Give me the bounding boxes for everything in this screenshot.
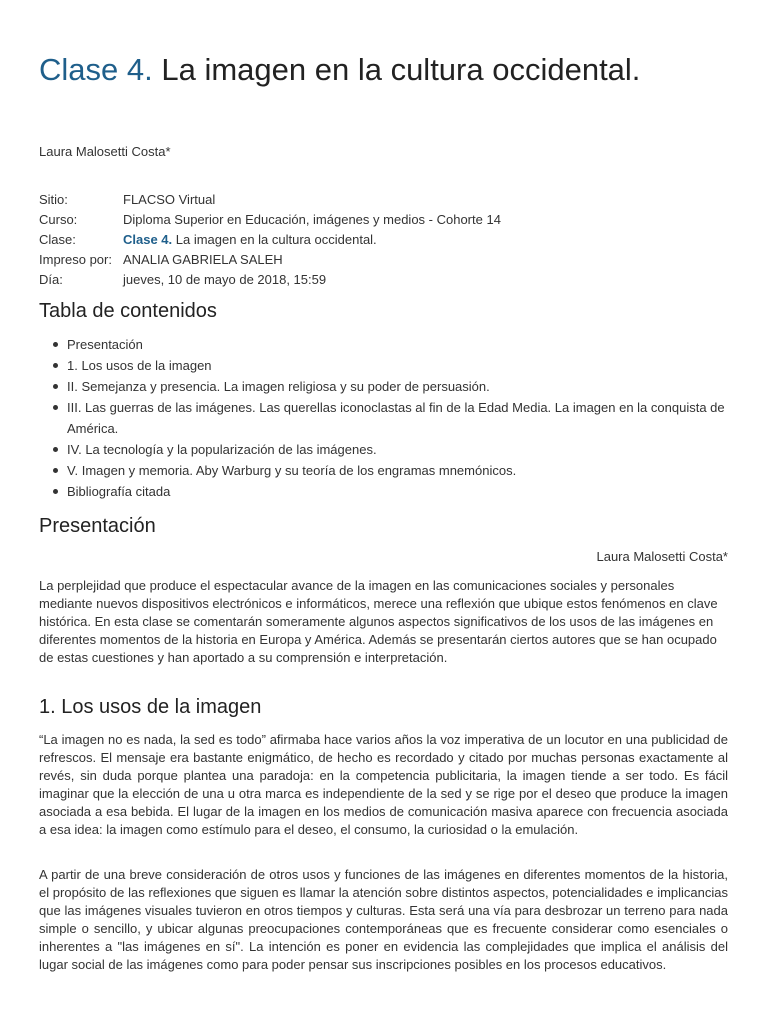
meta-row-date [37, 270, 503, 290]
meta-label: Día: [39, 272, 63, 287]
section-author: Laura Malosetti Costa* [596, 549, 728, 564]
title-class-number: Clase 4. [39, 52, 153, 87]
print-metadata-table [37, 190, 503, 290]
meta-label: Curso: [39, 212, 78, 227]
meta-class-title: La imagen en la cultura occidental. [172, 232, 377, 247]
meta-label: Clase: [39, 232, 76, 247]
meta-row-printed-by [37, 250, 503, 270]
toc-item[interactable]: II. Semejanza y presencia. La imagen religiosa y su poder de persuasión. [67, 376, 728, 397]
meta-value: Diploma Superior en Educación, imágenes y medios - Cohorte 14 [123, 212, 501, 227]
presentacion-paragraph: La perplejidad que produce el espectacular avance de la imagen en las comunicaciones sociales y personales mediante nuevos dispositivos electrónicos e informáticos, merece una reflexión que ubique estos fenómenos en clave histórica. En esta clase se comentarán someramente algunos aspectos significativos de los usos de las imágenes en diferentes momentos de la historia en Europa y América. Además se presentarán ciertos autores que se han ocupado de estas cuestiones y han aportado a su comprensión e interpretación. [39, 578, 718, 665]
meta-row-course [37, 210, 503, 230]
meta-row-class [37, 230, 503, 250]
toc-item[interactable]: 1. Los usos de la imagen [67, 355, 728, 376]
toc-item[interactable]: IV. La tecnología y la popularización de las imágenes. [67, 439, 728, 460]
meta-row-site [37, 190, 503, 210]
author-name: Laura Malosetti Costa* [39, 144, 171, 159]
toc-item[interactable]: Presentación [67, 334, 728, 355]
meta-class-number: Clase 4. [123, 232, 173, 247]
toc-heading: Tabla de contenidos [39, 300, 217, 322]
title-text: La imagen en la cultura occidental. [152, 52, 641, 87]
meta-value: ANALIA GABRIELA SALEH [123, 252, 283, 267]
toc-item[interactable]: III. Las guerras de las imágenes. Las querellas iconoclastas al fin de la Edad Media. La imagen en la conquista de América. [67, 397, 728, 439]
meta-value-class [121, 230, 503, 250]
meta-label: Sitio: [39, 192, 68, 207]
table-of-contents [39, 334, 728, 502]
usos-heading: 1. Los usos de la imagen [39, 696, 262, 718]
page-title [39, 50, 728, 90]
meta-value: FLACSO Virtual [123, 192, 216, 207]
usos-paragraph-1: “La imagen no es nada, la sed es todo” afirmaba hace varios años la voz imperativa de un locutor en una publicidad de refrescos. El mensaje era bastante enigmático, de hecho es recordado y citado por muchas personas exactamente al revés, sin duda porque plantea una paradoja: en la competencia publicitaria, la imagen tiende a ser todo. Es fácil imaginar que la elección de una u otra marca es independiente de la sed y se rige por el deseo que produce la imagen asociada a esa bebida. El lugar de la imagen en los medios de comunicación masiva aparece con frecuencia asociada a esa idea: la imagen como estímulo para el deseo, el consumo, la curiosidad o la emulación. [39, 732, 728, 837]
presentacion-heading: Presentación [39, 515, 156, 537]
toc-item[interactable]: Bibliografía citada [67, 481, 728, 502]
toc-item[interactable]: V. Imagen y memoria. Aby Warburg y su teoría de los engramas mnemónicos. [67, 460, 728, 481]
meta-label: Impreso por: [39, 252, 112, 267]
meta-value: jueves, 10 de mayo de 2018, 15:59 [123, 272, 327, 287]
usos-paragraph-2: A partir de una breve consideración de otros usos y funciones de las imágenes en diferentes momentos de la historia, el propósito de las reflexiones que siguen es llamar la atención sobre distintos aspectos, potencialidades e implicancias que las imágenes visuales tuvieron en otros tiempos y culturas. Esta será una vía para desbrozar un terreno para nada simple o sencillo, y ubicar algunas preocupaciones contemporáneas que es frecuente considerar como esenciales o inherentes a "las imágenes en sí". La intención es poner en evidencia las complejidades que implica el análisis del lugar social de las imágenes como para poder pensar sus inscripciones posibles en los procesos educativos. [39, 867, 728, 972]
